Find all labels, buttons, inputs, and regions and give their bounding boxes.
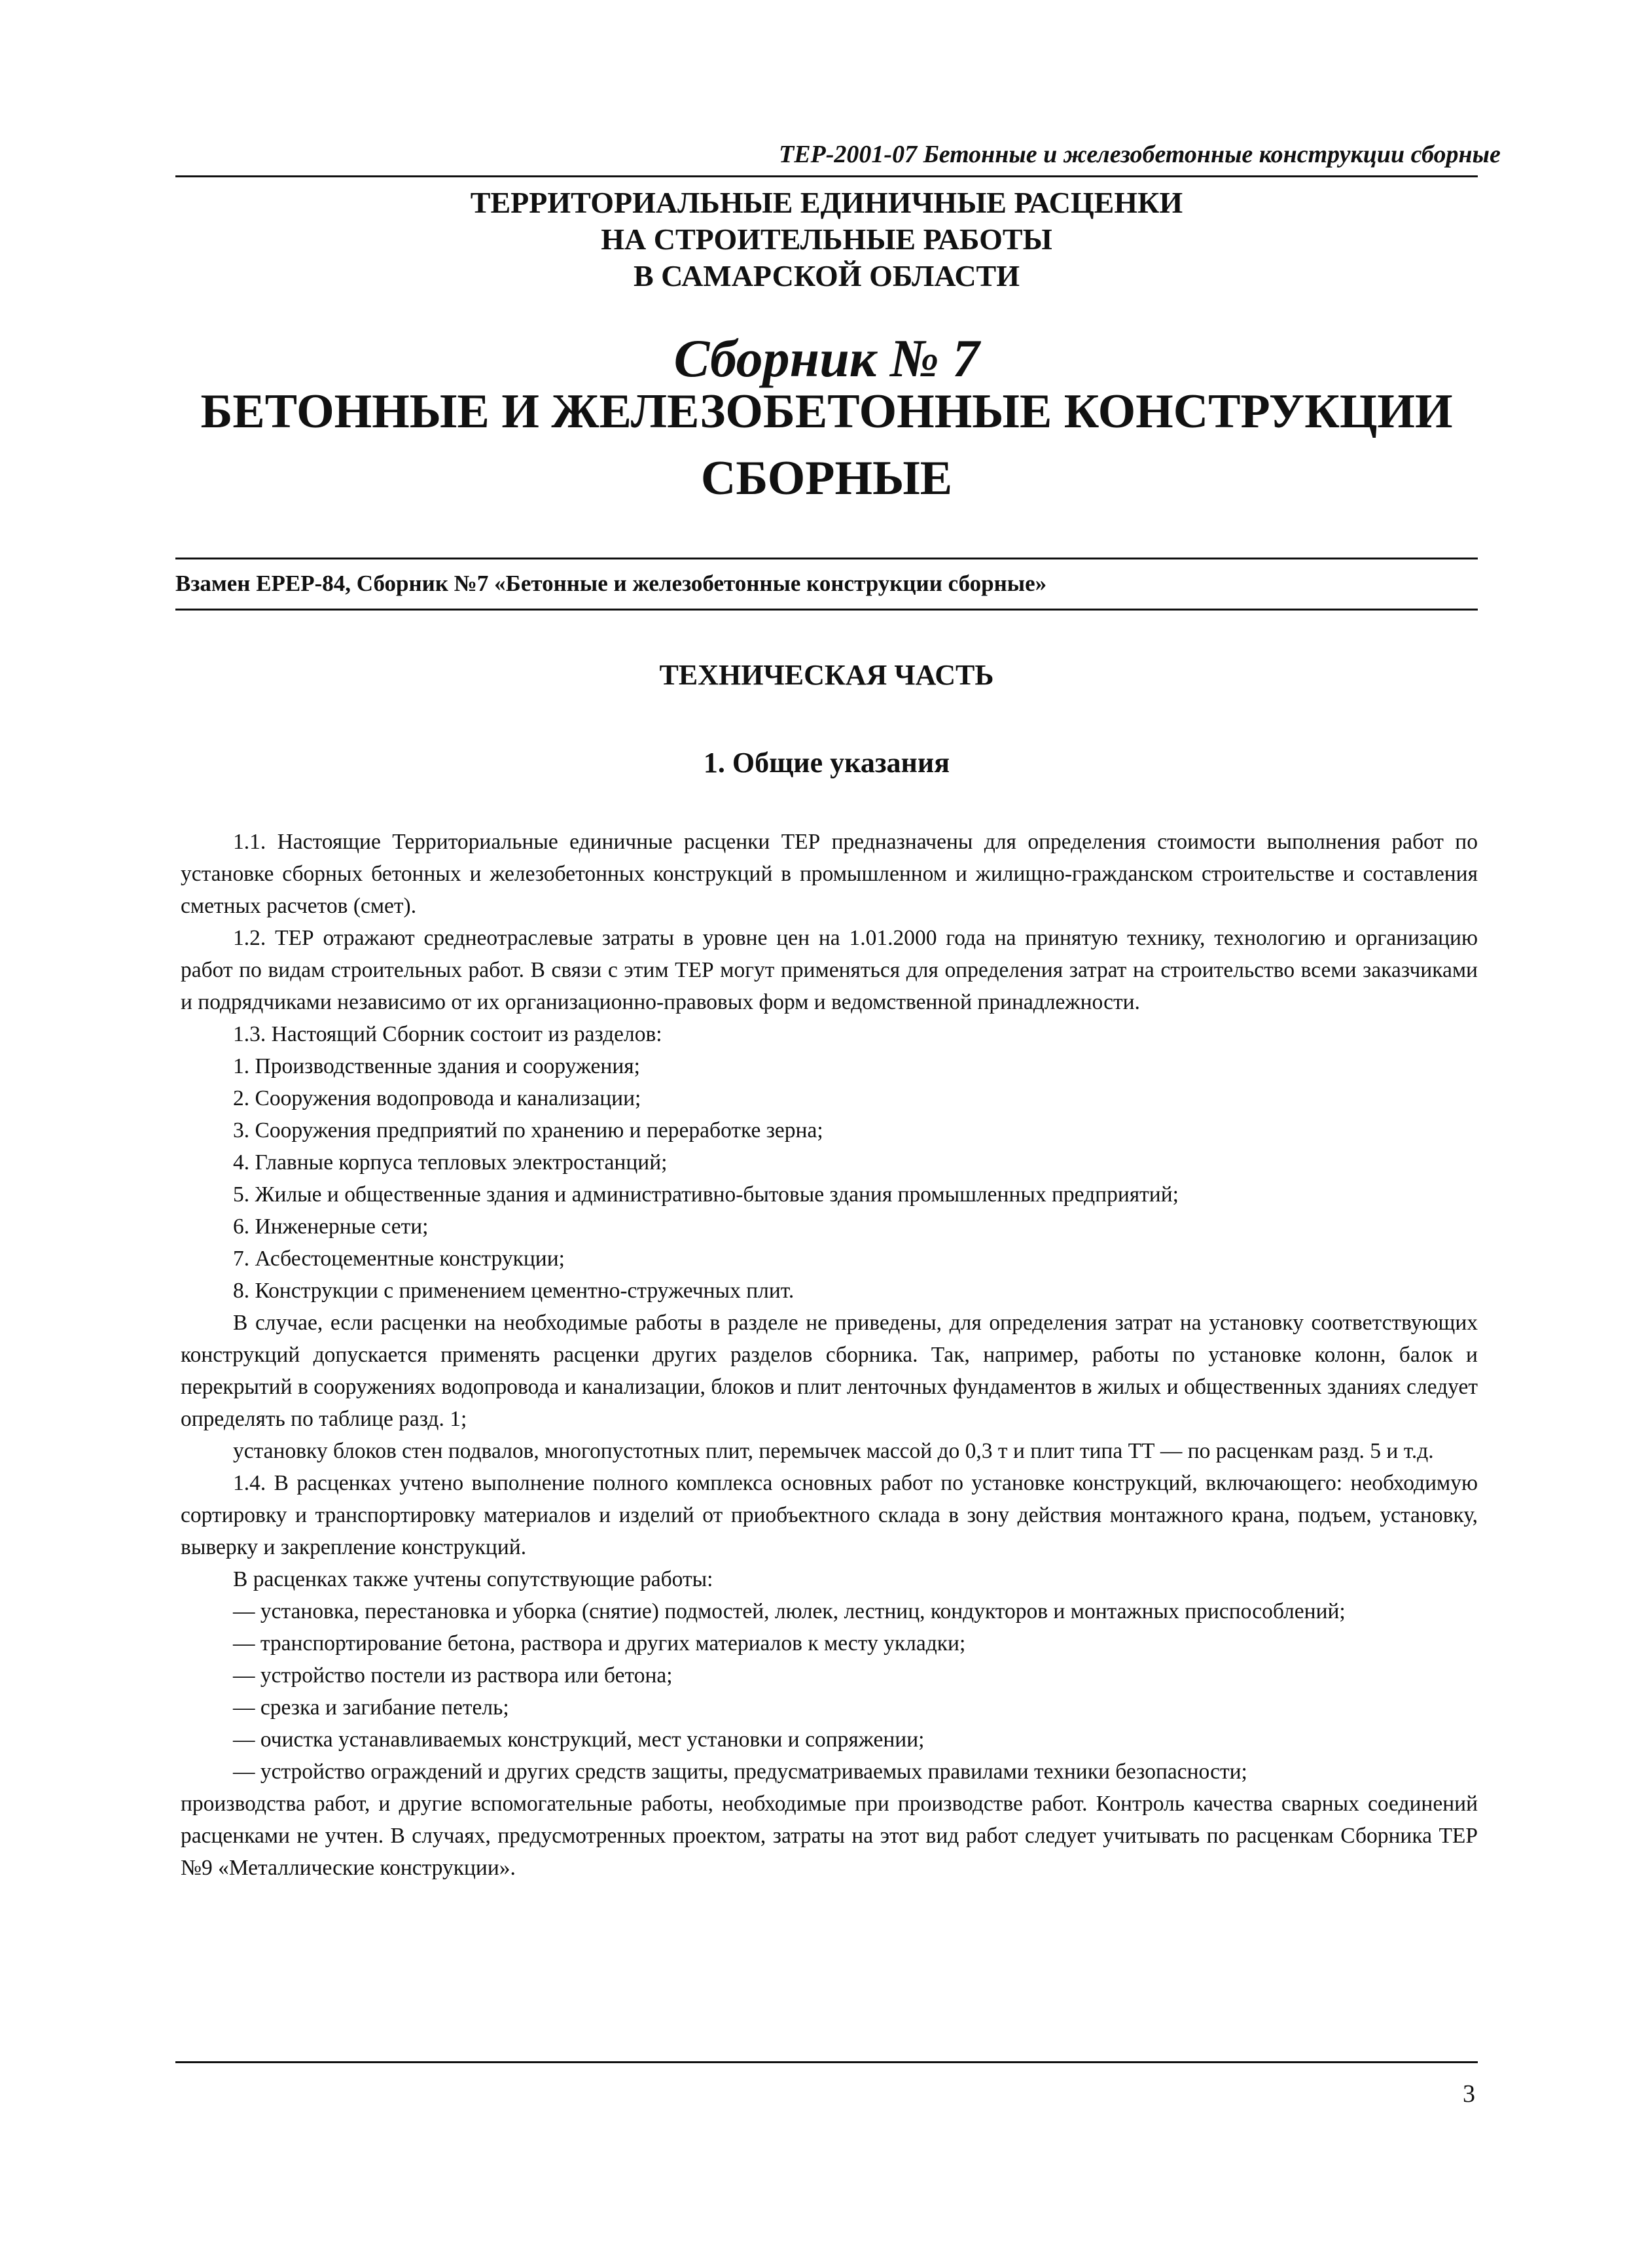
list-item: 4. Главные корпуса тепловых электростанций; xyxy=(233,1150,668,1175)
list-item: 2. Сооружения водопровода и канализации; xyxy=(233,1086,641,1110)
paragraph: производства работ, и другие вспомогательные работы, необходимые при производстве работ. Контроль качества сварных соединений расценками не учтен. В случаях, предусмотренных проектом, затраты на этот вид работ следует учитывать по расценкам Сборника ТЕР №9 «Металлические конструкции». xyxy=(181,1792,1478,1880)
body-text xyxy=(181,826,1478,1884)
footer-rule xyxy=(175,2061,1478,2063)
dash-item: — срезка и загибание петель; xyxy=(233,1695,509,1720)
heading-line: НА СТРОИТЕЛЬНЫЕ РАБОТЫ xyxy=(601,222,1052,256)
list-item: 1. Производственные здания и сооружения; xyxy=(233,1054,640,1078)
dash-item: — транспортирование бетона, раствора и других материалов к месту укладки; xyxy=(233,1631,966,1656)
list-item: 7. Асбестоцементные конструкции; xyxy=(233,1247,565,1271)
subsection-title: 1. Общие указания xyxy=(703,747,950,779)
paragraph: 1.3. Настоящий Сборник состоит из разделов: xyxy=(233,1022,662,1046)
paragraph: В случае, если расценки на необходимые работы в разделе не приведены, для определения затрат на установку соответствующих конструкций допускается применять расценки других разделов сборника. Так, например, работы по установке колонн, балок и перекрытий в сооружениях водопровода и канализации, блоков и плит ленточных фундаментов в жилых и общественных зданиях следует определять по таблице разд. 1; xyxy=(181,1311,1478,1431)
document-heading xyxy=(175,185,1478,294)
paragraph: установку блоков стен подвалов, многопустотных плит, перемычек массой до 0,3 т и плит типа ТТ — по расценкам разд. 5 и т.д. xyxy=(233,1439,1434,1463)
running-head: ТЕР-2001-07 Бетонные и железобетонные конструкции сборные xyxy=(779,141,1501,168)
list-item: 8. Конструкции с применением цементно-стружечных плит. xyxy=(233,1279,795,1303)
list-item: 3. Сооружения предприятий по хранению и переработке зерна; xyxy=(233,1118,823,1143)
paragraph: 1.4. В расценках учтено выполнение полного комплекса основных работ по установке конструкций, включающего: необходимую сортировку и транспортировку материалов и изделий от приобъектного склада в зону действия монтажного крана, подъем, установку, выверку и закрепление конструкций. xyxy=(181,1471,1478,1559)
dash-item: — очистка устанавливаемых конструкций, мест установки и сопряжении; xyxy=(233,1728,925,1752)
paragraph: 1.2. ТЕР отражают среднеотраслевые затраты в уровне цен на 1.01.2000 года на принятую технику, технологию и организацию работ по видам строительных работ. В связи с этим ТЕР могут применяться для определения затрат на строительство всеми заказчиками и подрядчиками независимо от их организационно-правовых форм и ведомственной принадлежности. xyxy=(181,926,1478,1014)
dash-item: — устройство постели из раствора или бетона; xyxy=(233,1663,673,1688)
collection-title-line: БЕТОННЫЕ И ЖЕЛЕЗОБЕТОННЫЕ КОНСТРУКЦИИ xyxy=(200,385,1453,438)
list-item: 6. Инженерные сети; xyxy=(233,1214,429,1239)
collection-title xyxy=(175,378,1478,512)
replaces-bottom-rule xyxy=(175,609,1478,611)
collection-title-line: СБОРНЫЕ xyxy=(700,452,953,505)
paragraph: В расценках также учтены сопутствующие работы: xyxy=(233,1567,713,1591)
collection-number: Сборник № 7 xyxy=(673,328,980,388)
dash-item: — устройство ограждений и других средств защиты, предусматриваемых правилами техники безопасности; xyxy=(233,1760,1247,1784)
header-rule xyxy=(175,175,1478,177)
section-title: ТЕХНИЧЕСКАЯ ЧАСТЬ xyxy=(659,659,994,691)
replaces-note: Взамен ЕРЕР-84, Сборник №7 «Бетонные и железобетонные конструкции сборные» xyxy=(175,571,1047,596)
heading-line: В САМАРСКОЙ ОБЛАСТИ xyxy=(633,259,1020,292)
paragraph: 1.1. Настоящие Территориальные единичные расценки ТЕР предназначены для определения стоимости выполнения работ по установке сборных бетонных и железобетонных конструкций в промышленном и жилищно-гражданском строительстве и составления сметных расчетов (смет). xyxy=(181,830,1478,918)
list-item: 5. Жилые и общественные здания и административно-бытовые здания промышленных предприятий; xyxy=(233,1182,1179,1207)
replaces-top-rule xyxy=(175,558,1478,559)
dash-item: — установка, перестановка и уборка (снятие) подмостей, люлек, лестниц, кондукторов и монтажных приспособлений; xyxy=(233,1599,1346,1623)
page-number: 3 xyxy=(1463,2080,1475,2108)
heading-line: ТЕРРИТОРИАЛЬНЫЕ ЕДИНИЧНЫЕ РАСЦЕНКИ xyxy=(470,186,1183,219)
